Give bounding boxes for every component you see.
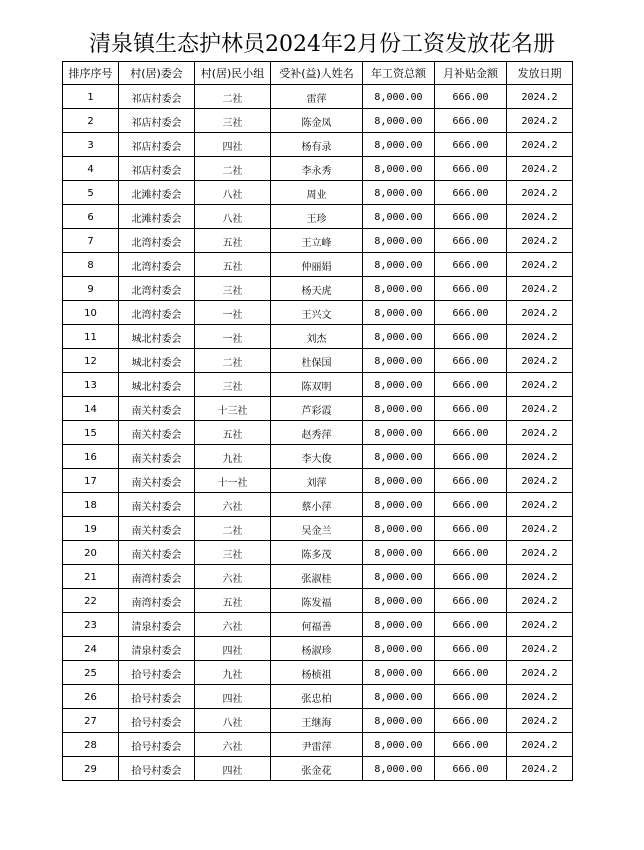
monthly-subsidy-cell: 666.00 <box>435 421 507 445</box>
column-header-villager-group: 村(居)民小组 <box>195 62 271 85</box>
recipient-name-cell: 蔡小萍 <box>271 493 363 517</box>
village-committee-cell: 北湾村委会 <box>119 277 195 301</box>
villager-group-cell: 五社 <box>195 421 271 445</box>
seq-cell: 19 <box>63 517 119 541</box>
monthly-subsidy-cell: 666.00 <box>435 325 507 349</box>
table-row <box>63 253 573 277</box>
seq-cell: 23 <box>63 613 119 637</box>
pay-date-cell: 2024.2 <box>507 301 573 325</box>
recipient-name-cell: 刘杰 <box>271 325 363 349</box>
village-committee-cell: 南湾村委会 <box>119 565 195 589</box>
annual-wage-cell: 8,000.00 <box>363 493 435 517</box>
seq-cell: 28 <box>63 733 119 757</box>
seq-cell: 10 <box>63 301 119 325</box>
annual-wage-cell: 8,000.00 <box>363 517 435 541</box>
pay-date-cell: 2024.2 <box>507 133 573 157</box>
table-row <box>63 565 573 589</box>
table-row <box>63 373 573 397</box>
table-row <box>63 205 573 229</box>
pay-date-cell: 2024.2 <box>507 493 573 517</box>
annual-wage-cell: 8,000.00 <box>363 109 435 133</box>
seq-cell: 29 <box>63 757 119 781</box>
seq-cell: 16 <box>63 445 119 469</box>
pay-date-cell: 2024.2 <box>507 373 573 397</box>
recipient-name-cell: 仲丽娟 <box>271 253 363 277</box>
pay-date-cell: 2024.2 <box>507 685 573 709</box>
annual-wage-cell: 8,000.00 <box>363 85 435 109</box>
pay-date-cell: 2024.2 <box>507 709 573 733</box>
seq-cell: 9 <box>63 277 119 301</box>
table-row <box>63 637 573 661</box>
monthly-subsidy-cell: 666.00 <box>435 445 507 469</box>
column-header-recipient-name: 受补(益)人姓名 <box>271 62 363 85</box>
seq-cell: 14 <box>63 397 119 421</box>
pay-date-cell: 2024.2 <box>507 757 573 781</box>
monthly-subsidy-cell: 666.00 <box>435 229 507 253</box>
pay-date-cell: 2024.2 <box>507 445 573 469</box>
annual-wage-cell: 8,000.00 <box>363 421 435 445</box>
annual-wage-cell: 8,000.00 <box>363 469 435 493</box>
villager-group-cell: 九社 <box>195 661 271 685</box>
annual-wage-cell: 8,000.00 <box>363 397 435 421</box>
pay-date-cell: 2024.2 <box>507 181 573 205</box>
villager-group-cell: 五社 <box>195 229 271 253</box>
annual-wage-cell: 8,000.00 <box>363 709 435 733</box>
villager-group-cell: 三社 <box>195 109 271 133</box>
table-row <box>63 301 573 325</box>
seq-cell: 12 <box>63 349 119 373</box>
monthly-subsidy-cell: 666.00 <box>435 661 507 685</box>
seq-cell: 24 <box>63 637 119 661</box>
monthly-subsidy-cell: 666.00 <box>435 109 507 133</box>
table-row <box>63 493 573 517</box>
page-title: 清泉镇生态护林员2024年2月份工资发放花名册 <box>89 32 555 57</box>
recipient-name-cell: 王立峰 <box>271 229 363 253</box>
annual-wage-cell: 8,000.00 <box>363 349 435 373</box>
villager-group-cell: 四社 <box>195 637 271 661</box>
monthly-subsidy-cell: 666.00 <box>435 589 507 613</box>
village-committee-cell: 拾号村委会 <box>119 661 195 685</box>
villager-group-cell: 一社 <box>195 301 271 325</box>
table-row <box>63 325 573 349</box>
village-committee-cell: 南关村委会 <box>119 493 195 517</box>
seq-cell: 2 <box>63 109 119 133</box>
annual-wage-cell: 8,000.00 <box>363 565 435 589</box>
recipient-name-cell: 陈双明 <box>271 373 363 397</box>
monthly-subsidy-cell: 666.00 <box>435 757 507 781</box>
pay-date-cell: 2024.2 <box>507 349 573 373</box>
villager-group-cell: 六社 <box>195 613 271 637</box>
seq-cell: 6 <box>63 205 119 229</box>
recipient-name-cell: 杨天虎 <box>271 277 363 301</box>
recipient-name-cell: 吴金兰 <box>271 517 363 541</box>
villager-group-cell: 二社 <box>195 157 271 181</box>
village-committee-cell: 南湾村委会 <box>119 589 195 613</box>
table-row <box>63 613 573 637</box>
monthly-subsidy-cell: 666.00 <box>435 373 507 397</box>
villager-group-cell: 六社 <box>195 733 271 757</box>
column-header-seq: 排序序号 <box>63 62 119 85</box>
annual-wage-cell: 8,000.00 <box>363 613 435 637</box>
village-committee-cell: 祁店村委会 <box>119 109 195 133</box>
annual-wage-cell: 8,000.00 <box>363 205 435 229</box>
annual-wage-cell: 8,000.00 <box>363 277 435 301</box>
village-committee-cell: 拾号村委会 <box>119 709 195 733</box>
table-row <box>63 229 573 253</box>
table-row <box>63 181 573 205</box>
monthly-subsidy-cell: 666.00 <box>435 541 507 565</box>
recipient-name-cell: 张金花 <box>271 757 363 781</box>
recipient-name-cell: 陈多茂 <box>271 541 363 565</box>
pay-date-cell: 2024.2 <box>507 661 573 685</box>
recipient-name-cell: 杨有录 <box>271 133 363 157</box>
seq-cell: 3 <box>63 133 119 157</box>
annual-wage-cell: 8,000.00 <box>363 589 435 613</box>
recipient-name-cell: 雷萍 <box>271 85 363 109</box>
column-header-pay-date: 发放日期 <box>507 62 573 85</box>
recipient-name-cell: 张淑桂 <box>271 565 363 589</box>
village-committee-cell: 祁店村委会 <box>119 85 195 109</box>
annual-wage-cell: 8,000.00 <box>363 301 435 325</box>
table-row <box>63 421 573 445</box>
monthly-subsidy-cell: 666.00 <box>435 517 507 541</box>
table-row <box>63 277 573 301</box>
monthly-subsidy-cell: 666.00 <box>435 133 507 157</box>
recipient-name-cell: 李大俊 <box>271 445 363 469</box>
recipient-name-cell: 尹雷萍 <box>271 733 363 757</box>
village-committee-cell: 北湾村委会 <box>119 253 195 277</box>
villager-group-cell: 二社 <box>195 349 271 373</box>
monthly-subsidy-cell: 666.00 <box>435 349 507 373</box>
annual-wage-cell: 8,000.00 <box>363 181 435 205</box>
village-committee-cell: 城北村委会 <box>119 373 195 397</box>
pay-date-cell: 2024.2 <box>507 613 573 637</box>
villager-group-cell: 四社 <box>195 757 271 781</box>
pay-date-cell: 2024.2 <box>507 637 573 661</box>
roster-table <box>62 61 573 781</box>
table-row <box>63 733 573 757</box>
monthly-subsidy-cell: 666.00 <box>435 493 507 517</box>
villager-group-cell: 一社 <box>195 325 271 349</box>
seq-cell: 15 <box>63 421 119 445</box>
villager-group-cell: 四社 <box>195 133 271 157</box>
recipient-name-cell: 刘萍 <box>271 469 363 493</box>
table-row <box>63 469 573 493</box>
monthly-subsidy-cell: 666.00 <box>435 205 507 229</box>
table-row <box>63 661 573 685</box>
annual-wage-cell: 8,000.00 <box>363 133 435 157</box>
seq-cell: 26 <box>63 685 119 709</box>
monthly-subsidy-cell: 666.00 <box>435 469 507 493</box>
seq-cell: 1 <box>63 85 119 109</box>
table-row <box>63 757 573 781</box>
villager-group-cell: 四社 <box>195 685 271 709</box>
village-committee-cell: 祁店村委会 <box>119 157 195 181</box>
recipient-name-cell: 陈金凤 <box>271 109 363 133</box>
village-committee-cell: 南关村委会 <box>119 445 195 469</box>
recipient-name-cell: 王继海 <box>271 709 363 733</box>
monthly-subsidy-cell: 666.00 <box>435 613 507 637</box>
villager-group-cell: 三社 <box>195 541 271 565</box>
village-committee-cell: 祁店村委会 <box>119 133 195 157</box>
monthly-subsidy-cell: 666.00 <box>435 565 507 589</box>
monthly-subsidy-cell: 666.00 <box>435 685 507 709</box>
seq-cell: 7 <box>63 229 119 253</box>
villager-group-cell: 六社 <box>195 493 271 517</box>
villager-group-cell: 六社 <box>195 565 271 589</box>
pay-date-cell: 2024.2 <box>507 85 573 109</box>
annual-wage-cell: 8,000.00 <box>363 757 435 781</box>
village-committee-cell: 北湾村委会 <box>119 229 195 253</box>
recipient-name-cell: 赵秀萍 <box>271 421 363 445</box>
villager-group-cell: 五社 <box>195 253 271 277</box>
village-committee-cell: 城北村委会 <box>119 325 195 349</box>
seq-cell: 13 <box>63 373 119 397</box>
pay-date-cell: 2024.2 <box>507 325 573 349</box>
seq-cell: 11 <box>63 325 119 349</box>
villager-group-cell: 二社 <box>195 517 271 541</box>
column-header-monthly-subsidy: 月补贴金额 <box>435 62 507 85</box>
villager-group-cell: 五社 <box>195 589 271 613</box>
monthly-subsidy-cell: 666.00 <box>435 157 507 181</box>
pay-date-cell: 2024.2 <box>507 733 573 757</box>
table-row <box>63 85 573 109</box>
table-row <box>63 397 573 421</box>
villager-group-cell: 三社 <box>195 277 271 301</box>
column-header-village-committee: 村(居)委会 <box>119 62 195 85</box>
annual-wage-cell: 8,000.00 <box>363 541 435 565</box>
recipient-name-cell: 杨淑珍 <box>271 637 363 661</box>
pay-date-cell: 2024.2 <box>507 277 573 301</box>
seq-cell: 25 <box>63 661 119 685</box>
monthly-subsidy-cell: 666.00 <box>435 85 507 109</box>
annual-wage-cell: 8,000.00 <box>363 637 435 661</box>
seq-cell: 27 <box>63 709 119 733</box>
pay-date-cell: 2024.2 <box>507 589 573 613</box>
monthly-subsidy-cell: 666.00 <box>435 709 507 733</box>
pay-date-cell: 2024.2 <box>507 229 573 253</box>
village-committee-cell: 清泉村委会 <box>119 637 195 661</box>
table-row <box>63 589 573 613</box>
table-row <box>63 709 573 733</box>
monthly-subsidy-cell: 666.00 <box>435 637 507 661</box>
monthly-subsidy-cell: 666.00 <box>435 301 507 325</box>
monthly-subsidy-cell: 666.00 <box>435 733 507 757</box>
seq-cell: 22 <box>63 589 119 613</box>
village-committee-cell: 南关村委会 <box>119 517 195 541</box>
pay-date-cell: 2024.2 <box>507 109 573 133</box>
annual-wage-cell: 8,000.00 <box>363 157 435 181</box>
recipient-name-cell: 何福善 <box>271 613 363 637</box>
village-committee-cell: 北湾村委会 <box>119 301 195 325</box>
table-row <box>63 349 573 373</box>
villager-group-cell: 九社 <box>195 445 271 469</box>
village-committee-cell: 北滩村委会 <box>119 205 195 229</box>
seq-cell: 18 <box>63 493 119 517</box>
column-header-annual-wage: 年工资总额 <box>363 62 435 85</box>
annual-wage-cell: 8,000.00 <box>363 445 435 469</box>
table-row <box>63 685 573 709</box>
recipient-name-cell: 杨桢祖 <box>271 661 363 685</box>
annual-wage-cell: 8,000.00 <box>363 685 435 709</box>
recipient-name-cell: 陈发福 <box>271 589 363 613</box>
villager-group-cell: 八社 <box>195 709 271 733</box>
seq-cell: 4 <box>63 157 119 181</box>
header-row <box>63 62 573 85</box>
pay-date-cell: 2024.2 <box>507 397 573 421</box>
pay-date-cell: 2024.2 <box>507 421 573 445</box>
village-committee-cell: 清泉村委会 <box>119 613 195 637</box>
recipient-name-cell: 周业 <box>271 181 363 205</box>
pay-date-cell: 2024.2 <box>507 517 573 541</box>
monthly-subsidy-cell: 666.00 <box>435 253 507 277</box>
seq-cell: 21 <box>63 565 119 589</box>
village-committee-cell: 城北村委会 <box>119 349 195 373</box>
monthly-subsidy-cell: 666.00 <box>435 397 507 421</box>
annual-wage-cell: 8,000.00 <box>363 253 435 277</box>
pay-date-cell: 2024.2 <box>507 205 573 229</box>
monthly-subsidy-cell: 666.00 <box>435 181 507 205</box>
villager-group-cell: 二社 <box>195 85 271 109</box>
recipient-name-cell: 王珍 <box>271 205 363 229</box>
annual-wage-cell: 8,000.00 <box>363 733 435 757</box>
monthly-subsidy-cell: 666.00 <box>435 277 507 301</box>
village-committee-cell: 拾号村委会 <box>119 733 195 757</box>
recipient-name-cell: 张忠柏 <box>271 685 363 709</box>
table-row <box>63 109 573 133</box>
table-row <box>63 157 573 181</box>
village-committee-cell: 南关村委会 <box>119 541 195 565</box>
annual-wage-cell: 8,000.00 <box>363 661 435 685</box>
villager-group-cell: 三社 <box>195 373 271 397</box>
pay-date-cell: 2024.2 <box>507 565 573 589</box>
seq-cell: 5 <box>63 181 119 205</box>
pay-date-cell: 2024.2 <box>507 541 573 565</box>
pay-date-cell: 2024.2 <box>507 157 573 181</box>
table-row <box>63 133 573 157</box>
pay-date-cell: 2024.2 <box>507 253 573 277</box>
annual-wage-cell: 8,000.00 <box>363 229 435 253</box>
village-committee-cell: 南关村委会 <box>119 421 195 445</box>
table-row <box>63 445 573 469</box>
seq-cell: 20 <box>63 541 119 565</box>
seq-cell: 17 <box>63 469 119 493</box>
village-committee-cell: 北滩村委会 <box>119 181 195 205</box>
roster-body <box>63 85 573 781</box>
recipient-name-cell: 杜保国 <box>271 349 363 373</box>
village-committee-cell: 拾号村委会 <box>119 685 195 709</box>
village-committee-cell: 南关村委会 <box>119 397 195 421</box>
seq-cell: 8 <box>63 253 119 277</box>
village-committee-cell: 拾号村委会 <box>119 757 195 781</box>
annual-wage-cell: 8,000.00 <box>363 325 435 349</box>
recipient-name-cell: 芦彩霞 <box>271 397 363 421</box>
villager-group-cell: 八社 <box>195 205 271 229</box>
annual-wage-cell: 8,000.00 <box>363 373 435 397</box>
villager-group-cell: 十三社 <box>195 397 271 421</box>
recipient-name-cell: 李永秀 <box>271 157 363 181</box>
recipient-name-cell: 王兴文 <box>271 301 363 325</box>
villager-group-cell: 八社 <box>195 181 271 205</box>
table-row <box>63 517 573 541</box>
villager-group-cell: 十一社 <box>195 469 271 493</box>
village-committee-cell: 南关村委会 <box>119 469 195 493</box>
table-row <box>63 541 573 565</box>
pay-date-cell: 2024.2 <box>507 469 573 493</box>
